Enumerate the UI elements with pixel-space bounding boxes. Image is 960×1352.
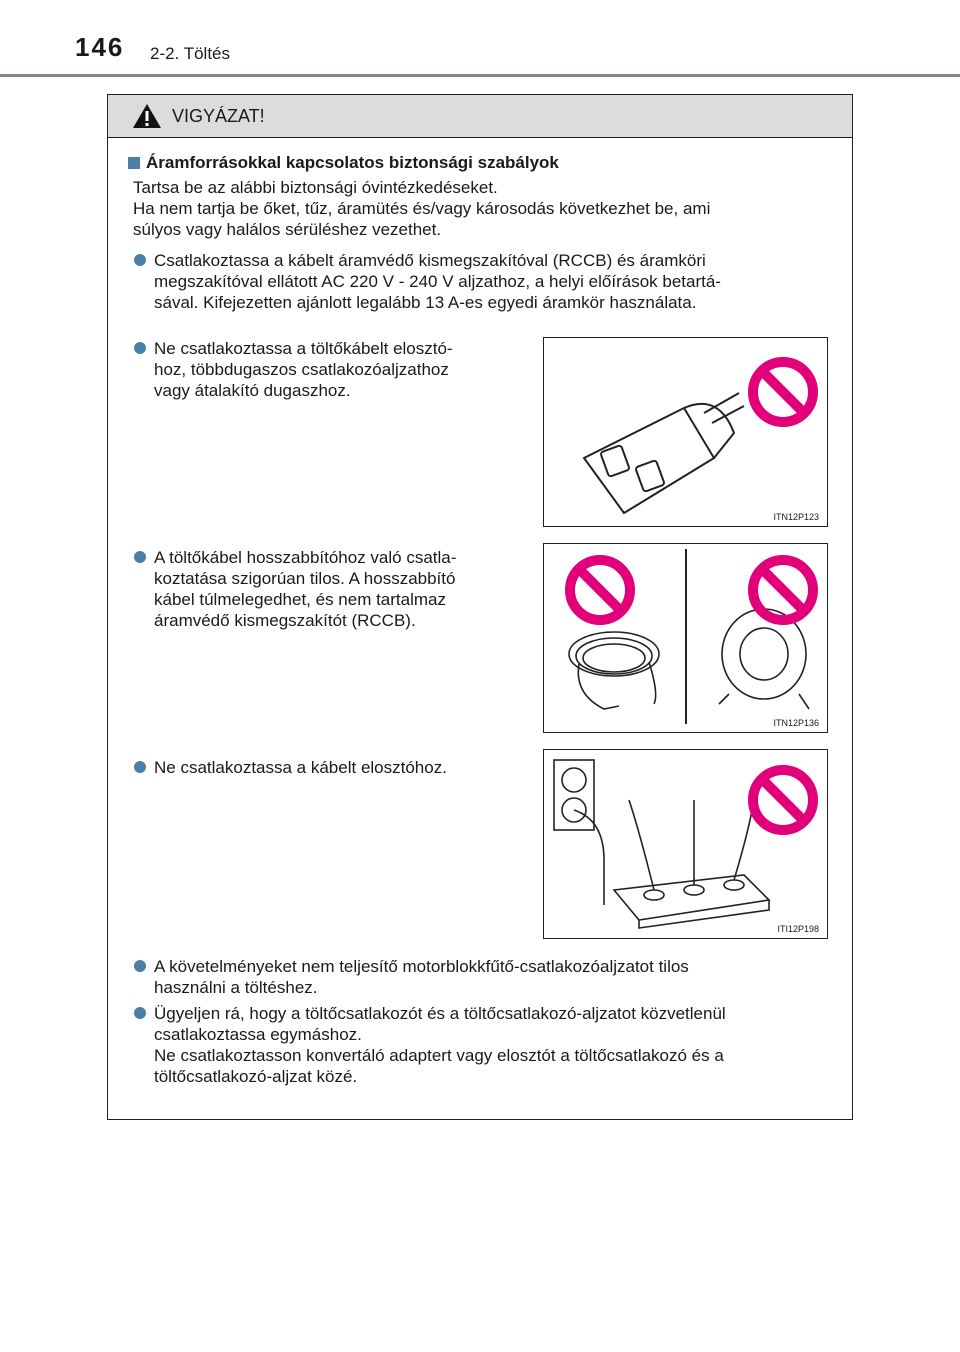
header-divider: [0, 74, 960, 77]
bullet-line: A követelményeket nem teljesítő motorblokkfűtő-csatlakozóaljzatot tilos: [154, 957, 689, 976]
bullet-line: sával. Kifejezetten ajánlott legalább 13 A-es egyedi áramkör használata.: [154, 293, 697, 312]
warning-triangle-icon: [132, 103, 162, 129]
intro-line: Ha nem tartja be őket, tűz, áramütés és/vagy károsodás következhet be, ami: [133, 199, 711, 218]
prohibited-icon: [747, 554, 819, 626]
bullet-dot-icon: [134, 342, 146, 354]
bullet-line: használni a töltéshez.: [154, 978, 318, 997]
bullet-line: áramvédő kismegszakítót (RCCB).: [154, 611, 416, 630]
bullet-line: töltőcsatlakozó-aljzat közé.: [154, 1067, 358, 1086]
bullet-dot-icon: [134, 1007, 146, 1019]
figure-code: ITN12P123: [773, 512, 819, 522]
figure-extension-cable: [543, 543, 828, 733]
figure-code: ITN12P136: [773, 718, 819, 728]
warning-title: VIGYÁZAT!: [172, 105, 265, 126]
bullet-line: Ne csatlakoztassa a töltőkábelt elosztó-: [154, 339, 453, 358]
intro-line: Tartsa be az alábbi biztonsági óvintézkedéseket.: [133, 178, 498, 197]
page-number: 146: [75, 32, 125, 62]
bullet-dot-icon: [134, 551, 146, 563]
bullet-line: A töltőkábel hosszabbítóhoz való csatla-: [154, 548, 457, 567]
intro-paragraph: [133, 177, 833, 240]
bullet-line: csatlakoztassa egymáshoz.: [154, 1025, 362, 1044]
bullet-line: Ne csatlakoztassa a kábelt elosztóhoz.: [154, 758, 447, 777]
heading-text: Áramforrásokkal kapcsolatos biztonsági szabályok: [146, 153, 559, 172]
prohibited-icon: [747, 356, 819, 428]
prohibited-icon: [747, 764, 819, 836]
bullet-line: Csatlakoztassa a kábelt áramvédő kismegszakítóval (RCCB) és áramköri: [154, 251, 706, 270]
intro-line: súlyos vagy halálos sérüléshez vezethet.: [133, 220, 442, 239]
section-heading: [128, 153, 559, 173]
bullet-line: megszakítóval ellátott AC 220 V - 240 V aljzathoz, a helyi előírások betartá-: [154, 272, 721, 291]
bullet-dot-icon: [134, 254, 146, 266]
square-bullet-icon: [128, 157, 140, 169]
figure-adapter-plug: [543, 337, 828, 527]
bullet-line: kábel túlmelegedhet, és nem tartalmaz: [154, 590, 446, 609]
bullet-line: Ne csatlakoztasson konvertáló adaptert vagy elosztót a töltőcsatlakozó és a: [154, 1046, 724, 1065]
bullet-line: hoz, többdugaszos csatlakozóaljzathoz: [154, 360, 449, 379]
section-title: 2-2. Töltés: [150, 44, 231, 63]
bullet-dot-icon: [134, 761, 146, 773]
warning-box: [107, 94, 853, 1120]
prohibited-icon: [564, 554, 636, 626]
figure-power-strip: [543, 749, 828, 939]
warning-header: [108, 95, 852, 138]
figure-code: ITI12P198: [777, 924, 819, 934]
bullet-line: vagy átalakító dugaszhoz.: [154, 381, 351, 400]
bullet-line: Ügyeljen rá, hogy a töltőcsatlakozót és a töltőcsatlakozó-aljzatot közvetlenül: [154, 1004, 726, 1023]
bullet-dot-icon: [134, 960, 146, 972]
bullet-line: koztatása szigorúan tilos. A hosszabbító: [154, 569, 456, 588]
